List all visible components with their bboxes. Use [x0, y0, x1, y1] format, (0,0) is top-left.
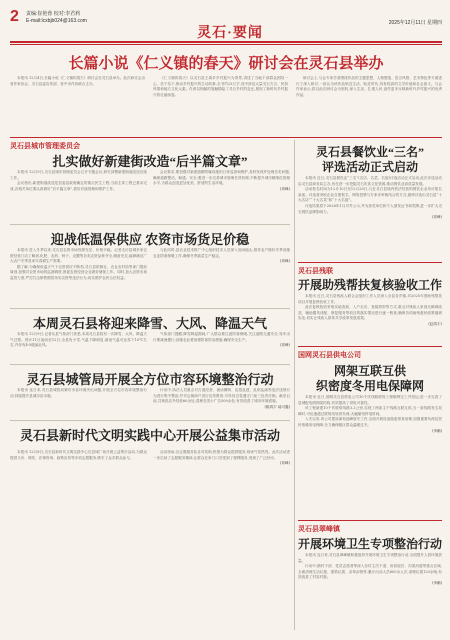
author: (赵鸿宇) — [428, 321, 442, 326]
paragraph: 活动报名时间为12月10日至12月20日,凡在灵石县境内依法经营的餐饮企业均可报名参加。评选将采取企业自愿报名、网络投票与专家评审相结合的方式,最终评选出灵石县“十大名店”“十大名菜”和“十大名厨”。 — [298, 187, 442, 203]
paragraph: 本报讯 近日,国网灵石县供电公司10千伏线路联络工程顺利完工并投运,进一步完善了县城配电网网架结构,有效提高了供电可靠性。 — [298, 395, 442, 405]
article-body — [10, 450, 147, 630]
author: (姚鸿宇 郝可鑫) — [264, 404, 290, 409]
paragraph: 该工程新建10千伏联络线路3.2公里,实现了两条主干线路互联互供,当一条线路发生故障时,可迅速通过联络线转供负荷,大幅缩短停电时间。 — [298, 406, 442, 416]
paragraph: 本报讯 近日,灵石县餐饮业“三名”(名店、名菜、名厨)评选活动正式启动,此次评选活动由灵石县商务局主办,旨在进一步挖掘灵石饮食文化资源,推动餐饮业高质量发展。 — [298, 176, 442, 186]
editor-info — [26, 11, 87, 25]
column-divider — [294, 140, 295, 630]
author: (李鹏) — [432, 428, 442, 433]
article-body — [10, 332, 147, 360]
paragraph: 与此同时,县农业技术推广中心组织技术人员深入田间地头,指导农户做好冬季设施农业防寒保暖工作,确保冬季蔬菜生产稳定。 — [153, 248, 290, 258]
article-body — [10, 388, 147, 416]
paragraph: 本报讯 近日,灵石县残疾人联合会组织工作人员深入全县各乡镇,对2025年度助残帮扶项目开展复核验收工作。 — [298, 294, 442, 304]
paragraph: 据了解,为确保低温天气下农资供应不断档,灵石县供销社、农业农村局等部门提前谋划,加强对农资市场的监测调度,督促农资经营企业做好储备工作。同时,加大农资市场监管力度,严厉打击制售假冒伪劣农资等违法行为,切实维护农民合法权益。 — [10, 264, 147, 280]
article-title: 本周灵石县将迎来降雪、大风、降温天气 — [32, 316, 267, 331]
section-banner: 灵石·要闻 — [197, 26, 263, 41]
article-title: 迎战低温保供应 农资市场货足价稳 — [50, 232, 250, 247]
header-rule — [10, 41, 442, 43]
article-title: 灵石县餐饮业“三名” — [315, 145, 424, 159]
paragraph: 本报讯 12月8日,灵石县新时代文明实践中心在县城广场开展公益集市活动,为群众提供义诊、理发、法律咨询、政策宣传等多项志愿服务,吸引了众多群众参与。 — [10, 450, 147, 460]
article-body — [153, 76, 288, 132]
email-line: E-mail:lcxbjb024@163.com — [26, 18, 87, 24]
paragraph: 本报讯 12月4日,长篇小说《仁义镇的春天》研讨会在灵石县举办。此次研讨会由省作家协会、灵石县委宣传部、晋中市作协联合主办。 — [10, 76, 145, 86]
paragraph: 会议要求,要加强对新建道路附属设施的日常巡查和维护,及时发现并处理各类问题,确保道路整洁、畅通、安全;要进一步完善城市管理长效机制,不断提升城市精细化管理水平,为群众创造更加优美、舒适的生活环境。 — [153, 170, 290, 186]
page-number: 2 — [10, 8, 19, 25]
headline: 长篇小说《仁义镇的春天》研讨会在灵石县举办 — [68, 56, 384, 72]
author: (刘峰) — [280, 186, 290, 191]
paragraph: 活动现场,各志愿服务队各司其职,热情为群众提供服务,现场气氛热烈。此次活动进一步弘扬了志愿服务精神,让群众在家门口享受到了便利服务,受到了广泛好评。 — [153, 450, 290, 460]
paragraph: 气象部门提醒,降雪降温期间,广大群众要注意防寒保暖,关注道路交通安全,驾车出行要减速慢行;设施农业要加强防寒防冻措施,确保安全生产。 — [153, 332, 290, 342]
divider — [10, 364, 290, 365]
article-subtitle: 评选活动正式启动 — [321, 160, 418, 174]
paragraph: 本报讯 连日来,灵石县城管局紧盯市容环境突出问题,开展全方位市容环境整治行动,持续提升县城市容市貌。 — [10, 388, 147, 398]
divider — [298, 346, 442, 347]
paragraph: 本报讯 12月9日,记者从县气象部门获悉,本周灵石县将有一次降雪、大风、降温天气过程。预计11日夜间至12日,全县有小雪,气温下降明显,最低气温可达零下10℃左右,并伴有4-5级偏北风。 — [10, 332, 147, 348]
article-body — [153, 388, 290, 416]
article-subtitle: 织密度冬用电保障网 — [315, 379, 424, 393]
author: (刘峰) — [280, 461, 290, 466]
article-body — [298, 176, 442, 242]
article-title: 扎实做好新建街改造“后半篇文章” — [52, 154, 248, 169]
article-body — [153, 170, 290, 220]
section-label: 灵石县翠峰镇 — [298, 526, 340, 533]
section-label: 灵石县城市管理委员会 — [10, 143, 80, 150]
issue-date: 2025年12月11日 星期四 — [388, 20, 442, 26]
section-label: 灵石县残联 — [298, 268, 333, 275]
paragraph: 本报讯 12月9日,灵石县城市管理委员会召开专题会议,研究部署新建街道改造后续工作。 — [10, 170, 147, 180]
article-title: 开展环境卫生专项整治行动 — [298, 537, 443, 551]
paragraph: 《仁义镇的春天》以灵石县王禹乡乡村振兴为背景,讲述了当地干部群众团结一心、苦干实干,推动乡村振兴的生动故事,全书约23万字,其中涉及大量灵石方言、民俗风情和地方文化元素。作者以细腻的笔触描绘了灵石乡村的变迁,展现了新时代乡村振兴的壮丽画卷。 — [153, 76, 288, 97]
header-rule-thin — [10, 44, 442, 45]
paragraph: 行动中,镇村干部、党员志愿者等深入各村主次干道、房前屋后、沟渠河道等重点区域,全面清理生活垃圾、建筑垃圾、杂草杂物等,累计出动人员600余人次,清理垃圾120余吨,有效改善了村容村貌。 — [298, 564, 442, 580]
article-title: 网架互联互供 — [333, 364, 406, 378]
paragraph: 本报讯 连日来,灵石县翠峰镇积极组织开展环境卫生专项整治行动,全面提升人居环境质量。 — [298, 553, 442, 563]
paragraph: 会议指出,新建街道改造是县委县政府确定的重点民生工程,当前主体工程已基本完成,各相关单位要认真做好“后半篇文章”,抓好后续管理和维护工作。 — [10, 181, 147, 191]
article-body — [153, 332, 290, 360]
article-title: 灵石县新时代文明实践中心开展公益集市活动 — [19, 428, 280, 443]
paragraph: 本报讯 进入冬季以来,灵石县农资市场货源充足、价格平稳。记者走访县城多家农资经营门店了解到,化肥、农药、种子、农膜等各类农资品种齐全,储备充足,能够满足广大农户冬季及来年春耕生产需要。 — [10, 248, 147, 264]
editor-line: 责编:崔艳蓉 校对:李君莉 — [26, 11, 81, 17]
article-title: 开展助残帮扶复核验收工作 — [298, 278, 443, 292]
divider — [298, 262, 442, 263]
author: (刘峰) — [280, 259, 290, 264]
paragraph: 行动中,执法人员重点对占道经营、流动摊贩、乱搭乱建、乱贴乱画等违法违规行为进行集中整治,并对沿街商户进行宣传教育,引导其自觉遵守门前三包责任制。截至目前,共规范店外经营60余处,清理各类小广告500余处,有效改善了城市环境面貌。 — [153, 388, 290, 404]
article-body — [153, 450, 290, 630]
article-body — [10, 76, 145, 132]
author: (刘峰) — [432, 215, 442, 220]
divider — [298, 520, 442, 521]
article-title: 灵石县城管局开展全方位市容环境整治行动 — [26, 372, 274, 387]
section-label: 国网灵石县供电公司 — [298, 352, 361, 359]
article-body — [298, 395, 442, 517]
paragraph: 入冬以来,该公司提前谋划迎峰度冬工作,全面开展设备隐患排查治理,加强重要负荷及居民取暖用电保障,全力确保辖区群众温暖过冬。 — [298, 417, 442, 427]
article-body — [10, 170, 147, 220]
author: (刘峰) — [280, 343, 290, 348]
author: (李鹏) — [432, 580, 442, 585]
divider — [10, 224, 290, 225]
divider — [10, 308, 290, 309]
paragraph: 评选结果将于2026年1月对外公示,并为获奖单位和个人颁发证书和奖牌,进一步扩大灵石餐饮品牌影响力。 — [298, 203, 442, 214]
article-body — [296, 76, 442, 132]
divider — [10, 420, 290, 421]
article-body — [10, 248, 147, 306]
paragraph: 研讨会上,与会专家学者围绕作品的主题思想、人物塑造、语言风格、艺术特色等方面进行了深入研讨,一致认为该作品贴近生活、贴近时代,具有较高的文学价值和社会意义。与会作家表示,将以此次研讨会为契机,深入生活、扎根人民,创作更多反映新时代乡村振兴的优秀作品。 — [296, 76, 442, 97]
article-body — [153, 248, 290, 306]
paragraph: 此次复核验收采取实地查看、入户走访、查阅资料等方式,重点对残疾人家庭无障碍改造、辅助器具适配、康复服务等项目的落实情况进行逐一核查,确保各项助残惠民政策落到实处,切实让残疾人群体共享改革发展成果。 — [298, 305, 442, 321]
article-body — [298, 294, 442, 342]
article-body — [298, 553, 442, 633]
divider — [10, 137, 442, 138]
